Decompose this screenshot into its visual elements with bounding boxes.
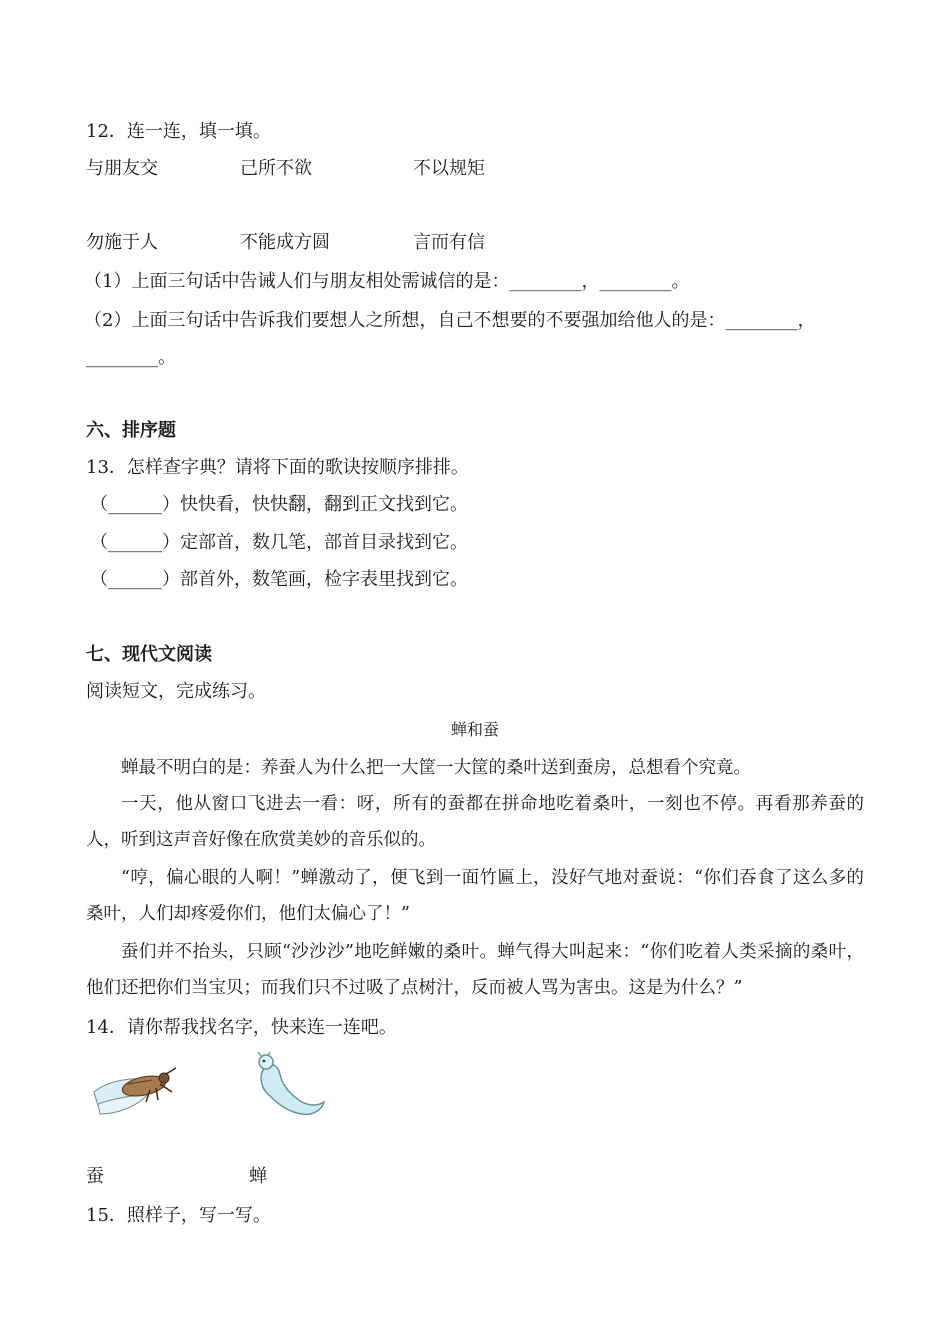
story-paragraph-4: 蚕们并不抬头，只顾“沙沙沙”地吃鲜嫩的桑叶。蝉气得大叫起来：“你们吃着人类采摘的桑叶，他们还把你们当宝贝；而我们只不过吸了点树汁，反而被人骂为害虫。这是为什么？” [86, 942, 864, 998]
story-paragraph-1: 蝉最不明白的是：养蚕人为什么把一大筐一大筐的桑叶送到蚕房，总想看个究竟。 [121, 758, 751, 778]
match-top-1: 与朋友交 [86, 158, 158, 179]
label-silkworm: 蚕 [86, 1166, 104, 1187]
reading-instruction: 阅读短文，完成练习。 [86, 681, 266, 702]
q12-sub1: （1）上面三句话中告诫人们与朋友相处需诚信的是：________，________。 [84, 271, 690, 292]
match-bottom-2: 不能成方圆 [240, 232, 330, 253]
match-bottom-1: 勿施于人 [86, 232, 158, 253]
q15-title: 15．照样子，写一写。 [86, 1205, 271, 1226]
q12-sub2: （2）上面三句话中告诉我们要想人之所想，自己不想要的不要强加给他人的是：________， [84, 310, 816, 331]
q13-title: 13．怎样查字典？请将下面的歌诀按顺序排排。 [86, 457, 469, 478]
sort-item-2: （______）定部首，数几笔，部首目录找到它。 [90, 532, 468, 553]
match-bottom-3: 言而有信 [413, 232, 485, 253]
label-cicada: 蝉 [249, 1166, 267, 1187]
cicada-illustration [88, 1058, 180, 1116]
q12-title: 12．连一连，填一填。 [86, 121, 271, 142]
story-paragraph-3: “哼，偏心眼的人啊！”蝉激动了，便飞到一面竹匾上，没好气地对蚕说：“你们吞食了这么多的桑叶，人们却疼爱你们，他们太偏心了！” [86, 868, 864, 924]
match-top-3: 不以规矩 [413, 158, 485, 179]
story-title: 蝉和蚕 [450, 720, 499, 739]
q14-title: 14．请你帮我找名字，快来连一连吧。 [86, 1017, 397, 1038]
q12-sub2-cont: ________。 [86, 347, 176, 368]
sort-item-3: （______）部首外，数笔画，检字表里找到它。 [90, 569, 468, 590]
section7-heading: 七、现代文阅读 [86, 644, 212, 665]
match-top-2: 己所不欲 [240, 158, 312, 179]
sort-item-1: （______）快快看，快快翻，翻到正文找到它。 [90, 494, 468, 515]
silkworm-illustration [252, 1052, 328, 1120]
section6-heading: 六、排序题 [86, 420, 176, 441]
story-paragraph-2: 一天，他从窗口飞进去一看：呀，所有的蚕都在拼命地吃着桑叶，一刻也不停。再看那养蚕的人，听到这声音好像在欣赏美妙的音乐似的。 [86, 794, 864, 850]
